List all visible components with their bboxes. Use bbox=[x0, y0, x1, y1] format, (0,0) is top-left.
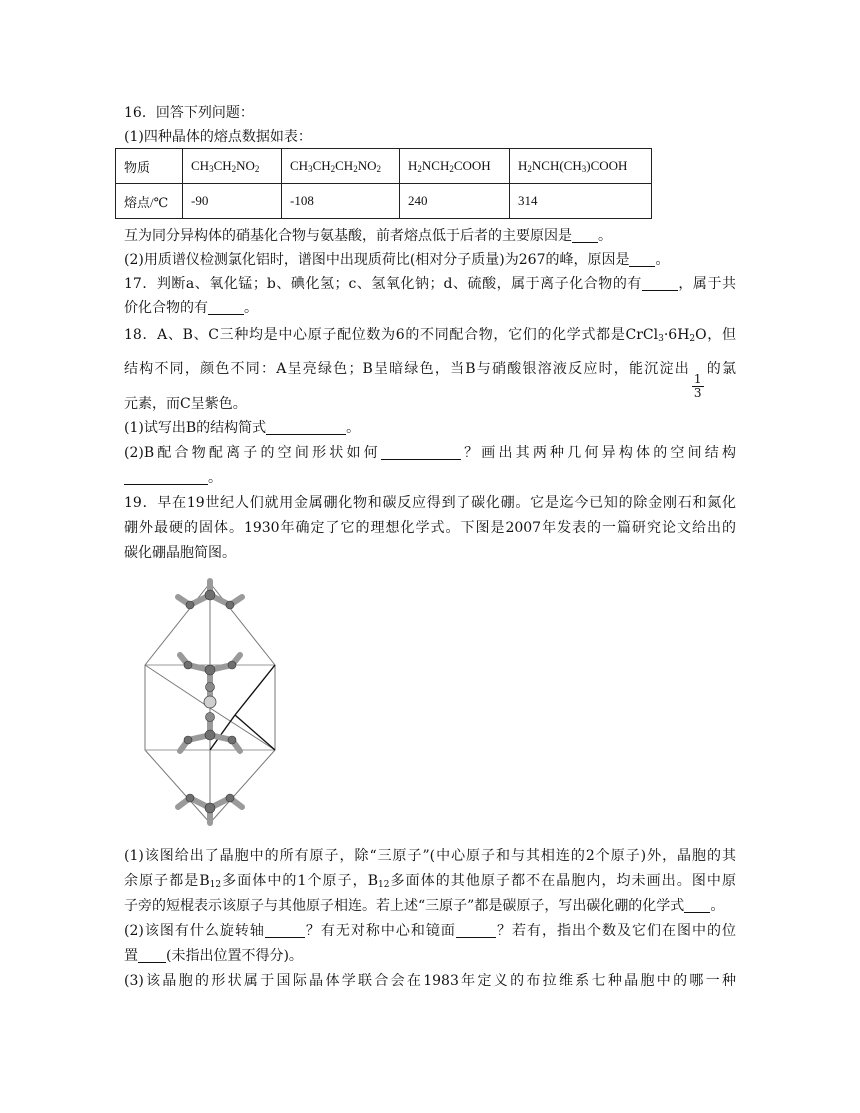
q18-line3: 元素，而C呈紫色。 bbox=[124, 396, 247, 412]
q18-line1: 18．A、B、C三种均是中心原子配位数为6的不同配合物，它们的化学式都是$CrCl_3\cdot 6H_2O$，但 bbox=[124, 327, 736, 344]
table-row bbox=[116, 184, 652, 219]
q16-heading: 16．回答下列问题： bbox=[124, 105, 254, 121]
table-row bbox=[116, 149, 652, 184]
q19-line1: 19．早在19世纪人们就用金属硼化物和碳反应得到了碳化硼。它是迄今已知的除金刚石和氮化 bbox=[124, 495, 736, 511]
boron-carbide-unit-cell-figure bbox=[130, 575, 290, 830]
q19-sub1-line3: 子旁的短棍表示该原子与其他原子相连。若上述“三原子”都是碳原子，写出碳化硼的化学式 。 bbox=[124, 898, 725, 914]
q19-line2: 硼外最硬的固体。1930年确定了它的理想化学式。下图是2007年发表的一篇研究论文给出的 bbox=[124, 520, 736, 536]
q19-sub1-line2: 余原子都是$B_{12}$多面体中的1个原子，$B_{12}$多面体的其他原子都不在晶胞内，均未画出。图中原 bbox=[124, 873, 736, 890]
q16-after-table: 互为同分异构体的硝基化合物与氨基酸，前者熔点低于后者的主要原因是 。 bbox=[124, 228, 612, 244]
answer-blank[interactable] bbox=[381, 445, 461, 460]
fraction-one-third: $\frac{1}{3}$ bbox=[693, 372, 702, 400]
answer-blank[interactable] bbox=[684, 898, 710, 913]
q18-line2: 结构不同，颜色不同：A呈亮绿色；B呈暗绿色，当B与硝酸银溶液反应时，能沉淀出 $\frac{1}{3}$ 的氯 bbox=[124, 361, 737, 400]
answer-blank[interactable] bbox=[629, 252, 655, 267]
table-header-cell: 物质 bbox=[116, 149, 183, 184]
answer-blank[interactable] bbox=[456, 923, 496, 938]
q19-sub2-line2: 置 (未指出位置不得分)。 bbox=[124, 948, 303, 964]
q18-sub2-line2: 。 bbox=[124, 468, 222, 488]
table-header-cell: 熔点/℃ bbox=[116, 184, 183, 219]
compound-cell: $CH_3CH_2NO_2$ bbox=[183, 149, 282, 184]
compound-cell: $H_2NCH_2COOH$ bbox=[400, 149, 510, 184]
melting-point-cell: -90 bbox=[183, 184, 282, 219]
compound-cell: $H_2NCH(CH_3)COOH$ bbox=[510, 149, 652, 184]
answer-blank[interactable] bbox=[642, 276, 678, 291]
q19-sub3-line1: (3)该晶胞的形状属于国际晶体学联合会在1983年定义的布拉维系七种晶胞中的哪一种 bbox=[124, 973, 736, 989]
q17-line1: 17．判断a、氧化锰；b、碘化氢；c、氢氧化钠；d、硫酸，属于离子化合物的有 ，属于共 bbox=[124, 276, 736, 292]
answer-blank[interactable] bbox=[124, 470, 208, 485]
compound-cell: $CH_3CH_2CH_2NO_2$ bbox=[282, 149, 400, 184]
q19-sub2-line1: (2)该图有什么旋转轴 ？有无对称中心和镜面 ？若有，指出个数及它们在图中的位 bbox=[124, 923, 737, 939]
melting-point-cell: 240 bbox=[400, 184, 510, 219]
q16-part1: (1)四种晶体的熔点数据如表： bbox=[124, 129, 312, 145]
melting-point-cell: 314 bbox=[510, 184, 652, 219]
melting-point-table bbox=[115, 148, 652, 219]
q18-sub1: (1)试写出B的结构简式 。 bbox=[124, 420, 361, 436]
answer-blank[interactable] bbox=[208, 300, 244, 315]
answer-blank[interactable] bbox=[138, 948, 166, 963]
q19-line3: 碳化硼晶胞简图。 bbox=[124, 545, 236, 561]
q16-part2: (2)用质谱仪检测氯化铝时，谱图中出现质荷比(相对分子质量)为267的峰，原因是 。 bbox=[124, 252, 670, 268]
melting-point-cell: -108 bbox=[282, 184, 400, 219]
answer-blank[interactable] bbox=[265, 923, 305, 938]
answer-blank[interactable] bbox=[266, 420, 346, 435]
q19-sub1-line1: (1)该图给出了晶胞中的所有原子，除“三原子”(中心原子和与其相连的2个原子)外，晶胞的其 bbox=[124, 848, 736, 864]
q17-line2: 价化合物的有 。 bbox=[124, 300, 258, 316]
q18-sub2-line1: (2)B配合物配离子的空间形状如何 ？画出其两种几何异构体的空间结构 bbox=[124, 445, 737, 461]
answer-blank[interactable] bbox=[572, 228, 598, 243]
